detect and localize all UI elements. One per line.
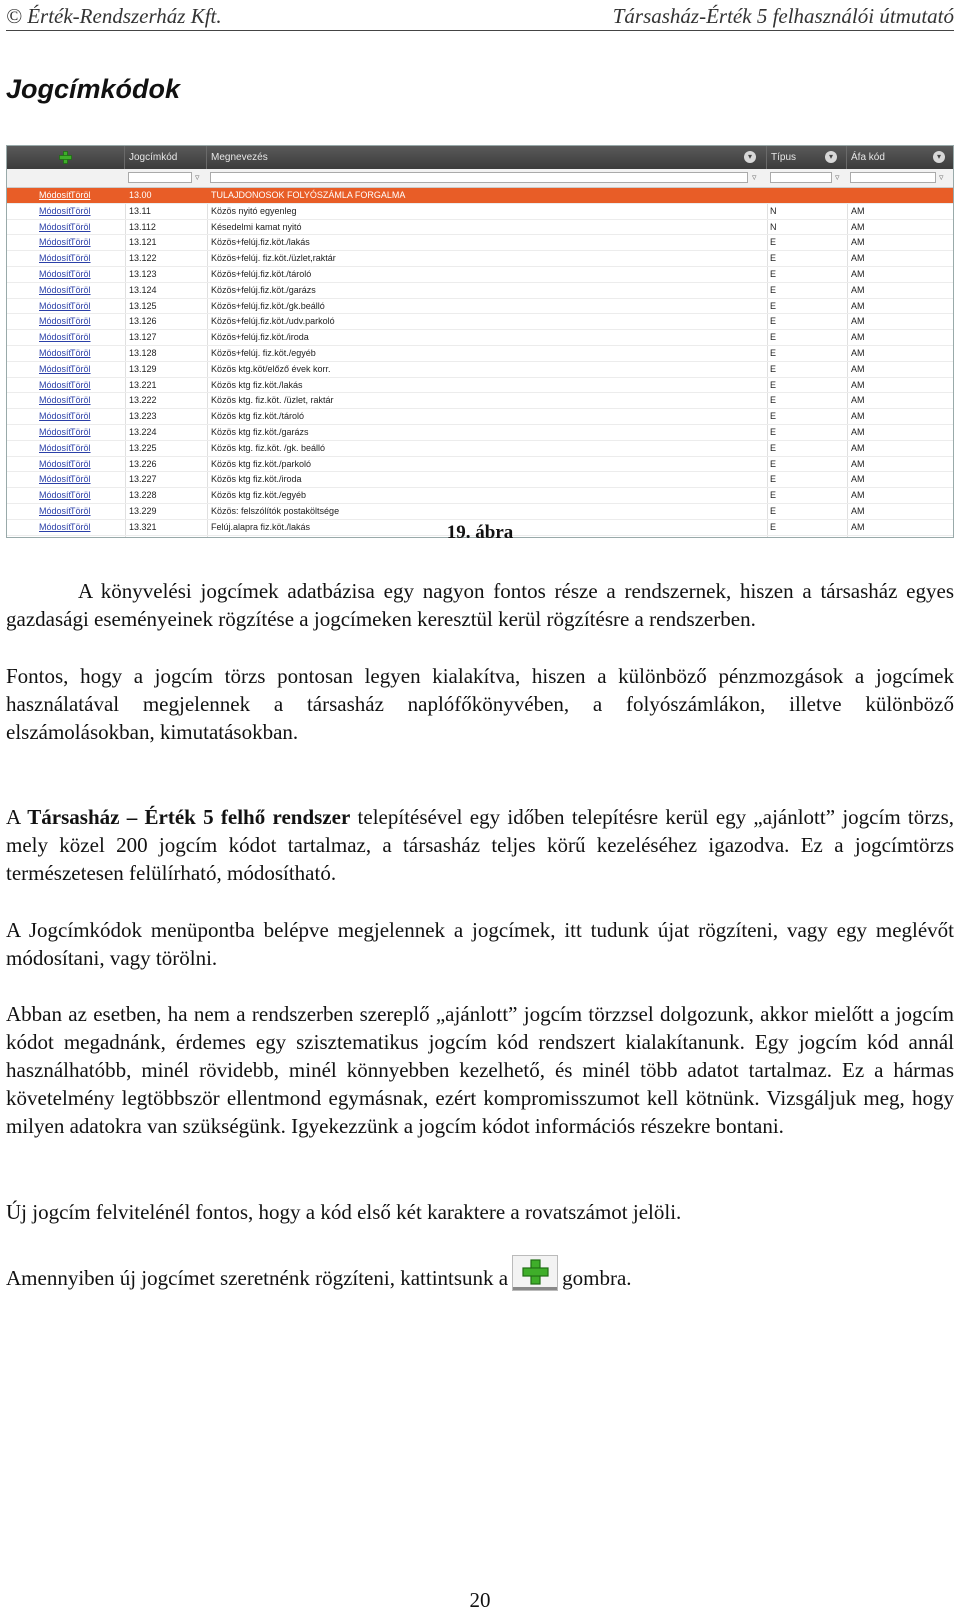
table-row[interactable]	[7, 251, 953, 267]
cell-code: 13.11	[129, 205, 151, 216]
cell-type: E	[770, 427, 777, 437]
cell-vat: AM	[851, 458, 865, 469]
delete-link[interactable]: Töröl	[70, 490, 91, 501]
cell-type: E	[770, 316, 777, 327]
cell-name: Közös ktg fiz.köt./iroda	[211, 474, 302, 485]
cell-name: Közös+felúj.fiz.köt./garázs	[211, 284, 316, 295]
paragraph-4: A Jogcímkódok menüpontba belépve megjelennek a jogcímek, itt tudunk újat rögzíteni, vagy egy meglévőt módosítani, vagy törölni.	[6, 918, 954, 970]
column-label-vat: Áfa kód	[851, 152, 885, 163]
cell-code: 13.223	[129, 411, 157, 422]
modify-link[interactable]: Módosít	[39, 458, 72, 469]
cell-code: 13.222	[129, 395, 157, 406]
grid-body	[7, 188, 953, 537]
cell-name: Közös ktg fiz.köt./egyéb	[211, 490, 307, 501]
table-row[interactable]	[7, 188, 953, 204]
paragraph-3-lead: A	[6, 805, 28, 829]
cell-type: E	[770, 521, 777, 532]
cell-vat: AM	[851, 379, 865, 390]
page-number: 20	[469, 1588, 491, 1612]
modify-link[interactable]: Módosít	[39, 300, 72, 311]
cell-type: N	[770, 205, 777, 216]
delete-link[interactable]: Töröl	[70, 427, 91, 437]
cell-code: 13.125	[129, 300, 157, 311]
modify-link[interactable]: Módosít	[39, 316, 72, 327]
modify-link[interactable]: Módosít	[39, 284, 72, 295]
cell-type: N	[770, 221, 777, 232]
cell-type: E	[770, 379, 777, 390]
table-row[interactable]	[7, 314, 953, 330]
section-title: Jogcímkódok	[6, 74, 181, 104]
cell-type: E	[770, 506, 777, 516]
paragraph-7	[6, 1255, 954, 1292]
cell-vat: AM	[851, 348, 865, 358]
modify-link[interactable]: Módosít	[39, 506, 72, 516]
cell-type: E	[770, 442, 777, 453]
chevron-down-icon[interactable]: ▾	[933, 151, 945, 163]
delete-link[interactable]: Töröl	[70, 411, 91, 422]
delete-link[interactable]: Töröl	[70, 521, 91, 532]
paragraph-6: Új jogcím felvitelénél fontos, hogy a kód első két karaktere a rovatszámot jelöli.	[6, 1200, 682, 1224]
cell-name: Közös ktg fiz.köt./tároló	[211, 411, 305, 422]
cell-vat: AM	[851, 300, 865, 311]
modify-link[interactable]: Módosít	[39, 474, 72, 485]
grid-header	[7, 146, 953, 169]
cell-vat: AM	[851, 205, 865, 216]
cell-code: 13.123	[129, 269, 157, 279]
table-row[interactable]	[7, 235, 953, 251]
delete-link[interactable]: Töröl	[70, 442, 91, 453]
table-row[interactable]	[7, 299, 953, 315]
modify-link[interactable]: Módosít	[39, 269, 72, 279]
cell-name: Közös+felúj.fiz.köt./iroda	[211, 332, 309, 343]
chevron-down-icon[interactable]: ▾	[744, 151, 756, 163]
column-label-name: Megnevezés	[211, 152, 268, 163]
modify-link[interactable]: Módosít	[39, 221, 72, 232]
header-copyright: © Érték-Rendszerház Kft.	[6, 4, 222, 28]
page-header	[6, 4, 954, 31]
cell-vat: AM	[851, 316, 865, 327]
delete-link[interactable]: Töröl	[70, 237, 91, 248]
delete-link[interactable]: Töröl	[70, 316, 91, 327]
figure-caption: 19. ábra	[446, 522, 514, 543]
cell-code: 13.127	[129, 332, 157, 343]
chevron-down-icon[interactable]: ▾	[825, 151, 837, 163]
modify-link[interactable]: Módosít	[39, 442, 72, 453]
table-row[interactable]	[7, 441, 953, 457]
delete-link[interactable]: Töröl	[70, 348, 91, 358]
cell-type: E	[770, 395, 777, 406]
cell-code: 13.129	[129, 363, 157, 374]
cell-vat: AM	[851, 427, 865, 437]
delete-link[interactable]: Töröl	[70, 363, 91, 374]
column-header-name[interactable]	[207, 146, 767, 169]
modify-link[interactable]: Módosít	[39, 379, 72, 390]
filter-icon[interactable]: ▿	[835, 172, 840, 182]
cell-name: Közös+felúj.fiz.köt./lakás	[211, 237, 310, 248]
table-row[interactable]	[7, 330, 953, 346]
table-row[interactable]	[7, 472, 953, 488]
table-row[interactable]	[7, 267, 953, 283]
cell-code: 13.229	[129, 506, 157, 516]
cell-type: E	[770, 363, 777, 374]
cell-vat: AM	[851, 363, 865, 374]
cell-name: Közös+felúj.fiz.köt./gk.beálló	[211, 300, 325, 311]
modify-link[interactable]: Módosít	[39, 411, 72, 422]
cell-name: Közös nyitó egyenleg	[211, 205, 297, 216]
cell-code: 13.00	[129, 190, 152, 200]
cell-type: E	[770, 237, 777, 248]
cell-vat: AM	[851, 269, 865, 279]
delete-link[interactable]: Töröl	[70, 332, 91, 343]
cell-vat: AM	[851, 253, 865, 264]
modify-link[interactable]: Módosít	[39, 363, 72, 374]
cell-name: Közös ktg. fiz.köt. /üzlet, raktár	[211, 395, 334, 406]
header-manual-title: Társasház-Érték 5 felhasználói útmutató	[612, 4, 954, 28]
cell-name: Közös+felúj.fiz.köt./tároló	[211, 269, 312, 279]
table-row[interactable]	[7, 457, 953, 473]
cell-type: E	[770, 269, 777, 279]
cell-vat: AM	[851, 221, 865, 232]
table-row[interactable]	[7, 283, 953, 299]
jogcim-grid-screenshot	[6, 145, 954, 538]
cell-type: E	[770, 458, 777, 469]
cell-name: Közös+felúj.fiz.köt./udv.parkoló	[211, 316, 335, 327]
cell-code: 13.126	[129, 316, 157, 327]
cell-vat: AM	[851, 474, 865, 485]
cell-vat: AM	[851, 284, 865, 295]
cell-vat: AM	[851, 395, 865, 406]
grid-header-actions	[7, 146, 125, 169]
paragraph-7-end: gombra.	[562, 1266, 632, 1290]
cell-name: Közös ktg fiz.köt./garázs	[211, 427, 309, 437]
cell-code: 13.226	[129, 458, 157, 469]
paragraph-7-text: Amennyiben új jogcímet szeretnénk rögzíteni, kattintsunk a	[6, 1266, 509, 1290]
table-row[interactable]	[7, 362, 953, 378]
table-row[interactable]	[7, 393, 953, 409]
delete-link[interactable]: Töröl	[70, 395, 91, 406]
paragraph-3-body: telepítésével egy időben telepítésre kerül egy „ajánlott” jogcím törzs, mely közel 200 jogcím kódot tartalmaz, a társasház teljes körű kezeléséhez igazodva. Ez a jogcímtörzs természetesen felülírható, módosítható.	[6, 805, 954, 885]
cell-code: 13.221	[129, 379, 157, 390]
paragraph-3	[6, 803, 954, 887]
cell-vat: AM	[851, 332, 865, 343]
column-label-type: Típus	[771, 152, 797, 163]
cell-code: 13.224	[129, 427, 157, 437]
cell-name: Közös ktg. fiz.köt. /gk. beálló	[211, 442, 326, 453]
cell-vat: AM	[851, 506, 865, 516]
cell-code: 13.228	[129, 490, 157, 501]
delete-link[interactable]: Töröl	[70, 205, 91, 216]
column-label-code: Jogcímkód	[129, 152, 178, 163]
add-button-icon	[512, 1255, 558, 1291]
cell-code: 13.124	[129, 284, 157, 295]
cell-vat: AM	[851, 411, 865, 422]
column-header-code[interactable]	[125, 146, 207, 169]
cell-name: Közös+felúj. fiz.köt./üzlet,raktár	[211, 253, 336, 264]
table-row[interactable]	[7, 504, 953, 520]
cell-name: TULAJDONOSOK FOLYÓSZÁMLA FORGALMA	[211, 190, 406, 200]
cell-code: 13.227	[129, 474, 157, 485]
filter-name-input[interactable]	[210, 172, 748, 183]
cell-type: E	[770, 300, 777, 311]
delete-link[interactable]: Töröl	[70, 379, 91, 390]
cell-name: Közös+felúj. fiz.köt./egyéb	[211, 348, 316, 358]
delete-link[interactable]: Töröl	[70, 458, 91, 469]
cell-code: 13.122	[129, 253, 157, 264]
cell-code: 13.321	[129, 521, 157, 532]
filter-icon[interactable]: ▿	[195, 172, 200, 182]
delete-link[interactable]: Töröl	[70, 221, 91, 232]
paragraph-5: Abban az esetben, ha nem a rendszerben szereplő „ajánlott” jogcím törzzsel dolgozunk, akkor mielőtt a jogcím kódot megadnánk, érdemes egy szisztematikus jogcím kód rendszert kialakítanunk. Egy jogcím kód annál használhatóbb, minél rövidebb, minél könnyebben kezelhető, és minél több adatot tartalmaz. Ez a hármas követelmény legtöbbször ellentmond egymásnak, ezért kompromisszumot kell kötnünk. Vizsgáljuk meg, hogy milyen adatokra van szükségünk. Igyekezzünk a jogcím kódot információs részekre bontani.	[6, 1002, 954, 1138]
delete-link[interactable]: Töröl	[70, 474, 91, 485]
delete-link[interactable]: Töröl	[70, 300, 91, 311]
filter-code-input[interactable]	[128, 172, 192, 183]
table-row[interactable]	[7, 220, 953, 236]
modify-link[interactable]: Módosít	[39, 205, 72, 216]
cell-code: 13.112	[129, 221, 156, 232]
table-row[interactable]	[7, 346, 953, 362]
cell-name: Felúj.alapra fiz.köt./lakás	[211, 521, 311, 532]
cell-vat: AM	[851, 521, 865, 532]
cell-type: E	[770, 474, 777, 485]
cell-type: E	[770, 490, 777, 501]
cell-code: 13.128	[129, 348, 157, 358]
delete-link[interactable]: Töröl	[70, 506, 91, 516]
modify-link[interactable]: Módosít	[39, 190, 72, 200]
cell-name: Közös ktg.köt/előző évek korr.	[211, 363, 331, 374]
table-row[interactable]	[7, 204, 953, 220]
modify-link[interactable]: Módosít	[39, 348, 72, 358]
table-row[interactable]	[7, 378, 953, 394]
delete-link[interactable]: Töröl	[70, 253, 91, 264]
cell-name: Közös ktg fiz.köt./lakás	[211, 379, 303, 390]
delete-link[interactable]: Töröl	[70, 284, 91, 295]
table-row[interactable]	[7, 488, 953, 504]
modify-link[interactable]: Módosít	[39, 395, 72, 406]
product-name: Társasház – Érték 5 felhő rendszer	[27, 805, 351, 829]
cell-type: E	[770, 332, 777, 343]
cell-name: Közös: felszólítók postaköltsége	[211, 506, 340, 516]
modify-link[interactable]: Módosít	[39, 253, 72, 264]
table-row[interactable]	[7, 409, 953, 425]
cell-vat: AM	[851, 442, 865, 453]
modify-link[interactable]: Módosít	[39, 427, 72, 437]
modify-link[interactable]: Módosít	[39, 521, 72, 532]
cell-vat: AM	[851, 490, 865, 501]
cell-name: Késedelmi kamat nyitó	[211, 221, 302, 232]
filter-icon[interactable]: ▿	[939, 172, 944, 182]
filter-type-input[interactable]	[770, 172, 832, 183]
cell-vat: AM	[851, 237, 865, 248]
cell-type: E	[770, 348, 777, 358]
filter-vat-input[interactable]	[850, 172, 936, 183]
paragraph-2: Fontos, hogy a jogcím törzs pontosan legyen kialakítva, hiszen a különböző pénzmozgások a jogcímek használatával megjelennek a társasház naplófőkönyvében, a folyószámlákon, illetve különböző elszámolásokban, kimutatásokban.	[6, 664, 954, 744]
filter-icon[interactable]: ▿	[752, 172, 757, 182]
cell-name: Közös ktg fiz.köt./parkoló	[211, 458, 312, 469]
delete-link[interactable]: Töröl	[70, 269, 91, 279]
cell-type: E	[770, 411, 777, 422]
modify-link[interactable]: Módosít	[39, 237, 72, 248]
delete-link[interactable]: Töröl	[70, 190, 91, 200]
grid-filter-row	[7, 169, 953, 188]
paragraph-1: A könyvelési jogcímek adatbázisa egy nagyon fontos része a rendszernek, hiszen a társasház egyes gazdasági eseményeinek rögzítése a jogcímeken keresztül kerül rögzítésre a rendszerben.	[6, 579, 954, 631]
cell-type: E	[770, 284, 777, 295]
modify-link[interactable]: Módosít	[39, 490, 72, 501]
modify-link[interactable]: Módosít	[39, 332, 72, 343]
cell-code: 13.121	[129, 237, 157, 248]
table-row[interactable]	[7, 425, 953, 441]
add-icon[interactable]	[59, 151, 72, 164]
cell-type: E	[770, 253, 777, 264]
cell-code: 13.225	[129, 442, 157, 453]
